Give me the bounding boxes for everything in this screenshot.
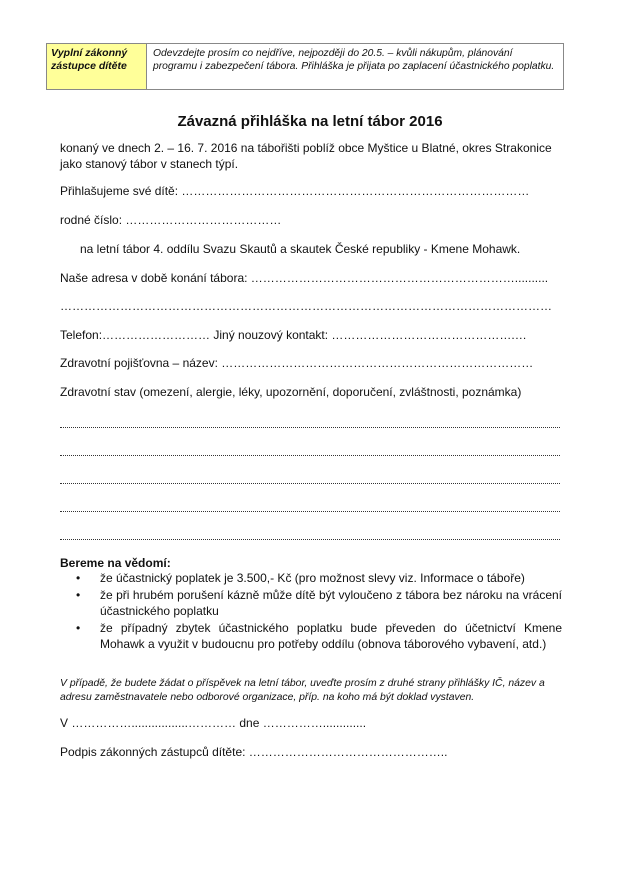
bullet-icon: • [76,621,81,635]
birth-number-field[interactable]: rodné číslo: ………………………………… [60,213,282,227]
note-text: že případný zbytek účastnického poplatku bude převeden do účetnictví Kmene Mohawk a využit v budoucnu pro potřeby oddílu (obnova táborového vybavení, atd.) [100,621,562,651]
notes-list [60,570,562,653]
subsidy-note: V případě, že budete žádat o příspěvek na letní tábor, uveďte prosím z druhé strany přihlášky IČ, název a adresu zaměstnavatele nebo odborové organizace, příp. na koho má být doklad vystaven. [60,678,545,703]
list-item [76,620,562,652]
child-name-field[interactable]: Přihlašujeme své dítě: …………………………………………………………………………… [60,184,530,198]
signature-field[interactable]: Podpis zákonných zástupců dítěte: ………………………………………….. [60,745,448,759]
header-label-line1: Vyplní zákonný [51,47,128,59]
health-line-1[interactable] [60,426,560,428]
health-status-label: Zdravotní stav (omezení, alergie, léky, upozornění, doporučení, zvláštnosti, poznámka) [60,385,522,399]
place-date-field[interactable]: V …………….................………… dne ……………............. [60,716,367,730]
header-label-line2: zástupce dítěte [51,60,127,72]
address-continuation-field[interactable]: …………………………………………………………………………………………………………… [60,299,552,313]
bullet-icon: • [76,571,81,585]
header-note: Odevzdejte prosím co nejdříve, nejpozději do 20.5. – kvůli nákupům, plánování programu i zabezpečení tábora. Přihláška je přijata po zaplacení účastnického poplatku. [153,48,555,72]
header-label [47,44,147,89]
note-text: že při hrubém porušení kázně může dítě být vyloučeno z tábora bez nároku na vrácení účastnického poplatku [100,588,562,618]
header-box [46,43,564,90]
list-item [76,570,562,586]
page-title: Závazná přihláška na letní tábor 2016 [177,113,443,130]
list-item [76,587,562,619]
insurance-field[interactable]: Zdravotní pojišťovna – název: …………………………………………………………………… [60,356,534,370]
bullet-icon: • [76,588,81,602]
health-line-3[interactable] [60,482,560,484]
address-field[interactable]: Naše adresa v době konání tábora: ………………………………………………………….......... [60,271,549,285]
phone-field[interactable]: Telefon:……………………… Jiný nouzový kontakt: ……………………………………….… [60,328,527,342]
camp-line: na letní tábor 4. oddílu Svazu Skautů a skautek České republiky - Kmene Mohawk. [80,242,521,256]
note-text: že účastnický poplatek je 3.500,- Kč (pro možnost slevy viz. Informace o táboře) [100,571,525,585]
health-line-4[interactable] [60,510,560,512]
notes-heading: Bereme na vědomí: [60,556,171,570]
health-line-5[interactable] [60,538,560,540]
health-line-2[interactable] [60,454,560,456]
intro-text: konaný ve dnech 2. – 16. 7. 2016 na tábořišti poblíž obce Myštice u Blatné, okres Strakonice jako stanový tábor v stanech týpí. [60,141,552,171]
